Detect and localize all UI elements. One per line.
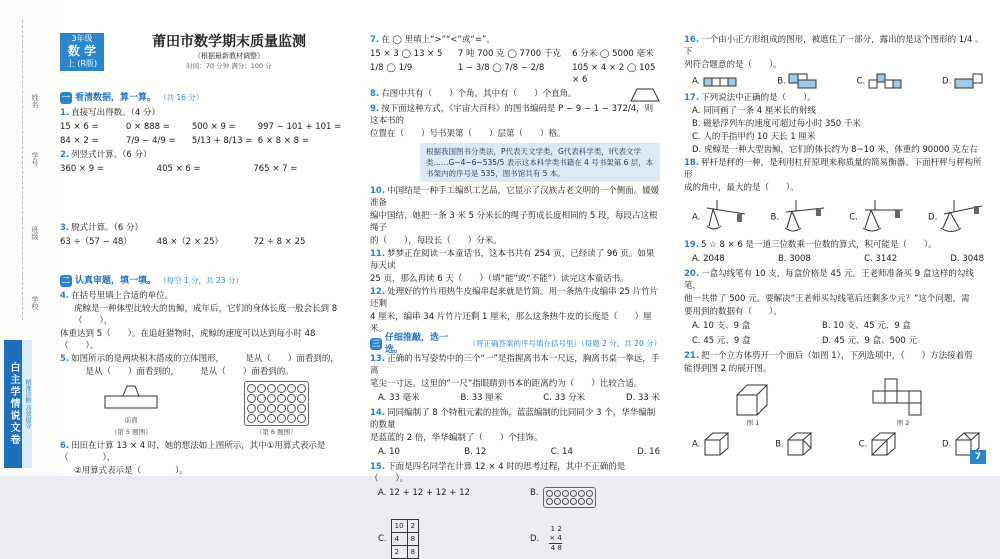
dot-array-figure — [244, 381, 309, 438]
option-d[interactable] — [942, 73, 984, 89]
question-line: 是蓝蓝的 2 倍，华华编制了（ ）个挂饰。 — [370, 433, 543, 443]
question-number: 11. — [370, 249, 386, 259]
question-text: 下面是四名同学在计算 12 × 4 时的思考过程，其中不正确的是（ ）。 — [370, 462, 626, 484]
option-label: A. — [692, 76, 701, 87]
page-subtitle: （根据最新教材调整） — [194, 52, 264, 60]
question-line: 同同编制了 8 个特租元素的挂饰，蓝蓝编制的比同同少 3 个，华华编制的数量 — [370, 408, 656, 430]
option-a[interactable]: A. 同同画了一条 4 厘米长的射线 — [692, 106, 816, 116]
option-d-shape — [954, 73, 984, 89]
dot-array — [244, 381, 309, 426]
option-label: A. — [692, 212, 701, 223]
options-row — [692, 73, 984, 89]
question-number: 2. — [60, 150, 70, 160]
question-text: 在括号里填上合适的单位。 — [71, 291, 174, 301]
option-label: B. — [777, 76, 786, 87]
question-line: 秤杆是秤的一种，是利用杠杆原理来称质量的简易衡器。下面杆秤与秤构所形 — [684, 158, 982, 180]
grid-cell: 2 — [391, 546, 407, 559]
vertical-calc — [549, 525, 562, 553]
page-number: 7 — [970, 450, 986, 464]
gutter-label-name: 姓名 — [31, 94, 39, 108]
option-c[interactable] — [857, 73, 904, 89]
question-line: 如图所示的是两块积木搭成的立体图形， 是从（ ）面看到的， — [71, 354, 339, 364]
net-figure — [871, 377, 935, 417]
calc-row — [60, 135, 350, 147]
calc-row — [60, 236, 350, 248]
column-1 — [60, 0, 350, 476]
question-number: 3. — [60, 223, 70, 233]
compare-item: 105 × 4 × 2 ◯ 105 × 6 — [572, 63, 656, 85]
figure-2 — [871, 377, 935, 429]
question-line: 田田在计算 13 × 4 时，她的想法如上图所示，其中①用算式表示是（ ）， — [60, 441, 326, 463]
question-line: 位置在（ ）号书架第（ ）层第（ ）格。 — [370, 129, 566, 139]
compare-item: 1/8 ◯ 1/9 — [370, 63, 413, 73]
question-line: 一盒勾线笔有 10 支，每盒价格是 45 元。王老师准备买 9 盒这样的勾线笔， — [684, 269, 974, 291]
option-label: B. — [530, 488, 539, 498]
figure-caption: （第 5 题图） — [110, 428, 152, 436]
page-title: 莆田市数学期末质量监测 — [152, 34, 306, 50]
option-label: D. — [530, 534, 540, 544]
question-1 — [60, 107, 350, 119]
options-row — [378, 392, 660, 404]
options-row — [692, 431, 984, 457]
option-c[interactable]: C. 33 分米 — [543, 393, 586, 403]
calc-line: 1 2 — [550, 525, 562, 533]
question-line: 列符合题意的是（ ）。 — [684, 60, 782, 70]
calc-item: 48 ×（2 × 25） — [156, 237, 224, 247]
option-d[interactable]: D. 16 — [637, 447, 660, 457]
option-label: B. — [775, 439, 784, 450]
option-d[interactable] — [928, 198, 984, 236]
calc-item: 360 × 9 = — [60, 164, 104, 174]
question-3 — [60, 222, 350, 234]
question-number: 18. — [684, 158, 700, 168]
compare-row — [370, 48, 660, 60]
option-c[interactable] — [859, 431, 900, 457]
option-c[interactable]: C. 14 — [550, 447, 573, 457]
question-number: 14. — [370, 408, 386, 418]
options-row — [692, 335, 984, 347]
classification-note: 根据我国图书分类法，P代表天文学类，G代表科学类，I代表文学类……G−4−6−535/5 表示这本科学类书籍在 4 号书架第 6 层，本书架内的序号是 535，图书馆共有 5 本。 — [420, 143, 660, 182]
option-label: D. — [928, 212, 938, 223]
option-b[interactable] — [530, 487, 660, 517]
steelyard-icon — [782, 198, 826, 236]
figure-1 — [733, 383, 773, 429]
cube-option-icon — [786, 431, 816, 457]
section-3-heading — [370, 333, 662, 355]
question-line: 能得到图 2 的展开图。 — [684, 364, 772, 374]
subject-label: 数 学 — [67, 44, 97, 58]
question-line: 按下面这种方式，《宇宙大百科》的图书编码是 P − 9 − 1 − 372/4，则这本书的 — [370, 104, 654, 126]
option-a[interactable]: A. 2048 — [692, 254, 725, 264]
section-title: 认真审题，填一填。 — [75, 276, 157, 286]
q15-options-ab — [378, 487, 660, 517]
option-c[interactable]: C. 45 元、9 盒 — [692, 336, 751, 346]
angle-figure — [630, 88, 660, 102]
cube-option-icon — [870, 431, 900, 457]
option-label: A. — [692, 439, 701, 450]
option-a[interactable] — [692, 198, 747, 236]
calc-line: × 4 — [549, 534, 562, 542]
question-5 — [60, 353, 350, 365]
section-title: 仔细推敲，选一选。 — [384, 333, 448, 355]
question-17 — [684, 92, 984, 104]
section-title: 看清数据，算一算。 — [75, 93, 157, 103]
question-line: 把一个立方体剪开一个面后（如图 1），下列选项中，（ ）方法接着剪 — [701, 351, 973, 361]
question-12 — [370, 286, 660, 310]
gutter-label-id: 学号 — [31, 152, 39, 166]
option-label: B. — [770, 212, 780, 223]
option-b[interactable] — [771, 198, 826, 236]
calc-line: 4 8 — [550, 544, 562, 552]
question-6 — [60, 440, 350, 464]
option-d[interactable] — [530, 519, 660, 559]
grade-label: 3年级 — [71, 34, 93, 43]
calc-item: 72 ÷ 8 × 25 — [253, 237, 306, 247]
option-b[interactable]: B. 磁悬浮列车的速度可超过每小时 350 千米 — [692, 119, 861, 129]
question-number: 5. — [60, 354, 70, 364]
column-2 — [370, 0, 662, 556]
question-line: 4 厘米，编串 34 片竹片还剩 1 厘米，那么这条热牛皮的长度是（ ）厘米。 — [370, 312, 652, 334]
options-row — [692, 320, 984, 332]
blocks-drawing — [101, 380, 161, 414]
question-line: 笔尖一寸远。这里的“一尺”指眼睛到书本的距离约为（ ）比较合适。 — [370, 379, 643, 389]
option-label: C. — [849, 212, 858, 223]
calc-item: 5/13 + 8/13 = — [191, 136, 253, 146]
figure-caption: 图 2 — [896, 419, 910, 427]
section-note: （共 16 分） — [159, 93, 204, 102]
option-label: C. — [858, 439, 868, 450]
option-c[interactable] — [849, 198, 904, 236]
figure-caption: 图 1 — [746, 419, 760, 427]
option-a[interactable] — [692, 74, 739, 88]
question-line: 虎鲸是一种体型比较大的齿鲸，成年后，它们的身体长度一般会长到 8（ ）， — [74, 304, 338, 326]
calc-item: 500 × 9 = — [191, 122, 236, 132]
question-number: 1. — [60, 108, 70, 118]
cut-line — [22, 20, 23, 320]
question-15 — [370, 461, 660, 485]
section-2-heading — [60, 274, 350, 288]
exam-meta: 时间：70 分钟 满分：100 分 — [186, 62, 272, 70]
question-number: 15. — [370, 462, 386, 472]
q21-figures — [684, 377, 984, 429]
question-21 — [684, 350, 984, 362]
calc-row — [60, 163, 350, 175]
compare-item: 15 × 3 ◯ 13 × 5 — [370, 49, 443, 59]
steelyard-icon — [940, 198, 984, 236]
option-b[interactable]: B. 12 — [464, 447, 487, 457]
calc-item: 0 × 888 = — [125, 122, 170, 132]
question-number: 8. — [370, 89, 380, 99]
grade-badge — [60, 33, 104, 71]
figure-caption: 前面 — [124, 416, 138, 424]
option-b[interactable] — [775, 431, 816, 457]
calc-row — [60, 121, 350, 133]
cube-option-icon — [703, 431, 733, 457]
figure-row-5-6 — [60, 380, 350, 438]
question-text: 下列说法中正确的是（ ）。 — [701, 93, 816, 103]
question-number: 21. — [684, 351, 700, 361]
grid-cell: 2 — [407, 520, 418, 533]
section-badge: 三 — [371, 339, 380, 348]
gutter-label-class: 班级 — [31, 226, 39, 240]
option-c[interactable] — [378, 519, 419, 559]
question-line: 成的角中，最大的是（ ）。 — [684, 183, 799, 193]
question-line: ②用算式表示是（ ）。 — [74, 466, 188, 476]
question-number: 16. — [684, 35, 700, 45]
question-19 — [684, 239, 984, 251]
question-text: 5 ☆ 8 × 6 是一道三位数乘一位数的算式，积可能是（ ）。 — [701, 240, 937, 250]
option-c[interactable]: C. 人的手指甲约 10 天长 1 厘米 — [692, 132, 816, 142]
option-label: C. — [856, 76, 866, 87]
paper-header — [60, 33, 350, 89]
question-number: 13. — [370, 354, 386, 364]
question-text: 在 ◯ 里填上“>”“<”或“=”。 — [381, 35, 495, 45]
question-text: 脱式计算。（6 分） — [71, 223, 144, 233]
question-number: 7. — [370, 35, 380, 45]
options-row — [378, 446, 660, 458]
question-11 — [370, 248, 660, 272]
question-2 — [60, 149, 350, 161]
option-a[interactable] — [692, 431, 733, 457]
brand-banner: 白主学情说文卷 — [4, 340, 22, 468]
calc-item: 7/9 − 4/9 = — [125, 136, 176, 146]
question-line: 一个由小正方形组成的图形，被遮住了一部分，露出的是这个图形的 1/4 。下 — [684, 35, 984, 57]
option-a[interactable]: A. 12 + 12 + 12 + 12 — [378, 488, 470, 498]
question-line: 要用到的数据有（ ）。 — [684, 307, 782, 317]
options-row — [692, 253, 984, 265]
calc-item: 6 × 8 × 8 = — [257, 136, 309, 146]
question-13 — [370, 353, 660, 377]
brand-sub: 精准诊断 高效提分 — [22, 340, 32, 468]
question-number: 12. — [370, 287, 386, 297]
option-b[interactable]: B. 33 厘米 — [460, 393, 503, 403]
compare-item: 7 吨 700 克 ◯ 7700 千克 — [457, 49, 561, 59]
section-1-heading — [60, 91, 350, 105]
option-b[interactable]: B. 3008 — [777, 254, 811, 264]
question-4 — [60, 290, 350, 302]
blocks-figure — [101, 380, 161, 438]
question-line: 他一共带了 500 元。要解决“王老师买勾线笔后还剩多少元？”这个问题，需 — [684, 294, 970, 304]
option-label: D. — [942, 439, 952, 450]
question-number: 4. — [60, 291, 70, 301]
question-line: 梦梦正在阅读一本童话书，这本书共有 254 页，已经读了 96 页。如果每天读 — [370, 249, 655, 271]
edition-label: 上 (R版) — [66, 59, 98, 68]
question-number: 17. — [684, 93, 700, 103]
grid-cell: 8 — [407, 546, 418, 559]
question-number: 19. — [684, 240, 700, 250]
binding-gutter — [0, 0, 58, 476]
question-text: 直接写出得数。（4 分） — [71, 108, 161, 118]
compare-item: 1 − 3/8 ◯ 7/8 − 2/8 — [457, 63, 545, 73]
section-badge: 一 — [62, 93, 70, 102]
grid-cell: 10 — [391, 520, 407, 533]
question-8 — [370, 88, 660, 102]
compare-item: 6 分米 ◯ 5000 毫米 — [572, 49, 654, 59]
options-row — [692, 196, 984, 236]
question-line: 体重达到 5（ ）。在追赶猎物时，虎鲸的速度可以达到每小时 48（ ）。 — [60, 329, 316, 351]
question-line: 25 页，那么再读 6 天（ ）（填“能”或“不能”）读完这本童话书。 — [370, 274, 629, 284]
column-3 — [684, 0, 984, 509]
question-10 — [370, 185, 660, 209]
q15-options-cd — [378, 519, 660, 559]
calc-item: 84 × 2 = — [60, 136, 99, 146]
option-b-shape — [788, 73, 818, 89]
option-b[interactable]: B. 10 支、45 元、9 盒 — [822, 321, 911, 331]
option-b[interactable] — [777, 73, 818, 89]
question-line: 编中国结，她把一条 3 米 5 分米长的绳子剪成长度相同的 5 段，每段占这根绳子 — [370, 211, 658, 233]
option-a[interactable]: A. 10 支、9 盒 — [692, 321, 751, 331]
cube-figure — [733, 383, 773, 417]
question-text: 右图中共有（ ）个角，其中有（ ）个直角。 — [381, 89, 577, 99]
question-text: 列竖式计算。（6 分） — [71, 150, 152, 160]
option-d[interactable]: D. 33 米 — [626, 393, 660, 403]
question-18 — [684, 157, 984, 181]
question-line: 是从（ ）面看到的， 是从（ ）面看到的。 — [60, 367, 294, 377]
option-d[interactable]: D. 3048 — [950, 254, 984, 264]
gutter-label-school: 学校 — [31, 296, 39, 310]
question-number: 10. — [370, 186, 386, 196]
question-line: 的（ ），每段长（ ）分米。 — [370, 236, 502, 246]
calc-item: 405 × 6 = — [156, 164, 201, 174]
compare-row — [370, 62, 660, 86]
section-badge: 二 — [62, 276, 70, 285]
option-d[interactable]: D. 45 元、9 盒、500 元 — [822, 336, 918, 346]
steelyard-icon — [861, 198, 905, 236]
question-20 — [684, 268, 984, 292]
question-7 — [370, 34, 660, 46]
question-16 — [684, 34, 984, 58]
option-label: D. — [942, 76, 952, 87]
option-c-shape — [868, 73, 904, 89]
question-number: 20. — [684, 269, 700, 279]
question-number: 9. — [370, 104, 380, 114]
calc-item: 63 ÷（57 − 48） — [60, 237, 132, 247]
grid-cell: 4 — [391, 533, 407, 546]
option-a[interactable]: A. 10 — [378, 447, 400, 457]
calc-item: 765 × 7 = — [253, 164, 298, 174]
option-label: C. — [378, 534, 387, 544]
question-number: 6. — [60, 441, 70, 451]
option-a-shape — [703, 74, 739, 88]
question-line: 处理好的竹片用热牛皮编串起来就是竹简。用一条热牛皮编串 25 片竹片还剩 — [370, 287, 659, 309]
steelyard-icon — [703, 198, 747, 236]
section-note: （将正确答案的序号填在括号里）（每题 2 分，共 20 分） — [468, 339, 662, 348]
option-c-grid — [391, 519, 419, 559]
grid-cell: 8 — [407, 533, 418, 546]
title-box — [108, 33, 350, 71]
question-line: 中国结是一种手工编织工艺品，它显示了汉族古老文明的一个侧面。媛媛准备 — [370, 186, 660, 208]
question-line: 正确的书写姿势中的三个“一”是指握离书本一尺远，胸离书桌一拳远，手离 — [370, 354, 660, 376]
calc-item: 997 − 101 + 101 = — [257, 122, 342, 132]
figure-caption: （第 6 题图） — [255, 428, 297, 436]
option-d[interactable]: D. 虎鲸是一种大型齿鲸，它们的体长约为 8~10 米，体重约 90000 克左右 — [692, 145, 978, 155]
option-c[interactable]: C. 3142 — [864, 254, 898, 264]
question-9 — [370, 103, 660, 127]
section-note: （每空 1 分，共 23 分） — [159, 276, 243, 285]
question-14 — [370, 407, 660, 431]
option-a[interactable]: A. 33 毫米 — [378, 393, 420, 403]
calc-item: 15 × 6 = — [60, 122, 99, 132]
option-b-dots — [543, 487, 596, 508]
